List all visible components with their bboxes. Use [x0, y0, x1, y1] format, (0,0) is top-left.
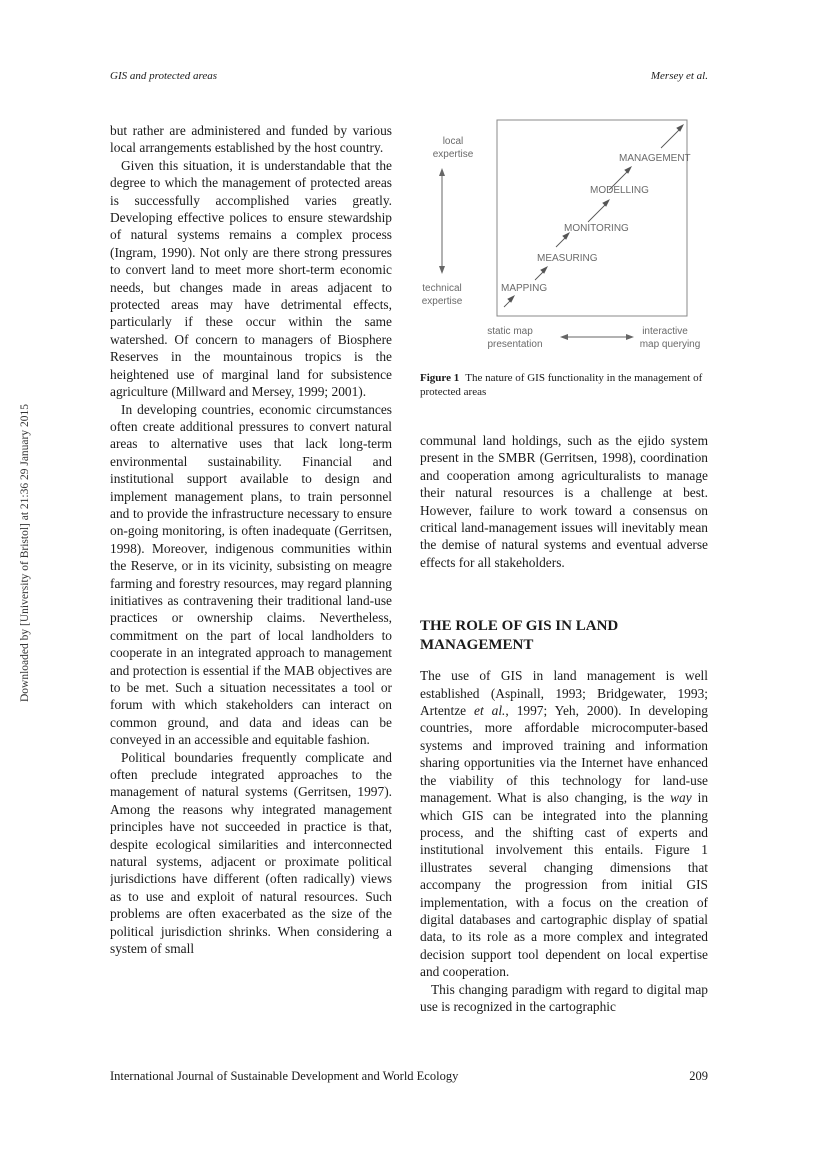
figure-caption-label: Figure 1: [420, 372, 460, 384]
y-axis-bottom-label-2: expertise: [421, 296, 463, 307]
y-axis-bottom-label-1: technical: [422, 283, 462, 294]
body-paragraph: but rather are administered and funded by various local arrangements established by the host country.: [110, 123, 392, 156]
body-paragraph: communal land holdings, such as the ejido system present in the SMBR (Gerritsen, 1998), coordination and cooperation among agriculturalists to manage their natural resources is a challenge at best. However, failure to work toward a consensus on critical land-management issues will inevitably mean the demise of natural systems and eventual adverse effects for all stakeholders.: [420, 433, 708, 570]
text-run-italic: et al.: [474, 703, 506, 719]
x-axis-left-label-2: presentation: [487, 339, 543, 350]
stage-management: MANAGEMENT: [619, 153, 691, 164]
gis-functionality-diagram: [395, 116, 713, 356]
body-paragraph: In developing countries, economic circumstances often create additional pressures to convert natural areas to alternative uses that lack long-term environmental sustainability. Financial and institutional support available to design and implement management plans, to train personnel and to provide the infrastructure necessary to ensure on-going monitoring, is often inadequate (Gerritsen, 1998). Moreover, indigenous communities within the Reserve, or in its vicinity, subsisting on meagre farming and forestry resources, may regard planning initiatives as contravening their traditional land-use practices or ownership claims. Nevertheless, commitment on the part of local landholders to cooperate in an integrated approach to management and protection is essential if the MAB objectives are to be met. Such a situation necessitates a tool or forum with which stakeholders can interact on common ground, and data and ideas can be conveyed in an accessible and equitable fashion.: [110, 401, 392, 748]
text-run: , 1997; Yeh, 2000). In developing countries, more affordable microcomputer-based systems and improved training and information sharing opportunities via the Internet have enhanced the viability of this technology for land-use management. What is also changing, is the: [420, 703, 708, 806]
y-axis-top-label-1: local: [442, 136, 464, 147]
figure-1: [395, 116, 713, 356]
body-paragraph: [420, 667, 708, 980]
running-header-title: GIS and protected areas: [110, 70, 218, 82]
section-heading: THE ROLE OF GIS IN LAND MANAGEMENT: [420, 618, 619, 654]
figure-caption-text: The nature of GIS functionality in the management of protected areas: [420, 372, 703, 398]
text-run: The use of GIS in land management is well established (Aspinall, 1993; Bridgewater, 1993; Artentze: [420, 668, 708, 719]
footer-page-number: 209: [689, 1069, 708, 1083]
arrow-left-icon: [560, 334, 568, 340]
text-run-italic: way: [670, 790, 692, 806]
arrow-down-icon: [439, 266, 445, 274]
x-axis-right-label-1: interactive: [642, 326, 688, 337]
stage-measuring: MEASURING: [537, 253, 598, 264]
text-run: in which GIS can be integrated into the planning process, and the shifting cast of experts and institutional involvement this entails. Figure 1 illustrates several changing dimensions that accompany the progression from initial GIS implementation, with a focus on the creation of digital databases and cartographic display of spatial data, to its role as a more complex and integrated decision support tool dependent on local expertise and cooperation.: [420, 790, 708, 980]
stage-monitoring: MONITORING: [564, 223, 629, 234]
download-watermark: [4, 404, 31, 706]
right-text-column: [420, 432, 708, 1037]
progress-arrow-4: [588, 203, 607, 222]
download-watermark-text: Downloaded by [University of Bristol] at 21:36 29 January 2015: [19, 404, 31, 702]
x-axis-right-label-2: map querying: [639, 339, 701, 350]
body-paragraph: Given this situation, it is understandable that the degree to which the management of protected areas is successfully accomplished varies greatly. Developing effective polices to ensure stewardship of natural systems remains a complex process (Ingram, 1990). Not only are there strong pressures to convert land to meet more short-term economic needs, but changes made in areas adjacent to protected areas may have detrimental effects, particularly if these occur within the same watershed. Of concern to managers of Biosphere Reserves in the mountainous tropics is the heightened use of marginal land for subsistence agriculture (Millward and Mersey, 1999; 2001).: [110, 157, 392, 400]
stage-modelling: MODELLING: [590, 185, 649, 196]
x-axis-left-label-1: static map: [487, 326, 533, 337]
running-header-authors: Mersey et al.: [650, 70, 708, 82]
left-text-column: [110, 122, 392, 1037]
body-paragraph: This changing paradigm with regard to digital map use is recognized in the cartographic: [420, 981, 708, 1014]
body-paragraph: Political boundaries frequently complicate and often preclude integrated approaches to the management of natural systems (Gerritsen, 1997). Among the reasons why integrated management principles have not succeeded in practice is that, despite ecological similarities and interconnected natural systems, adjacent or proximate political jurisdictions have different (often radically) views as to use and exploit of natural resources. Such problems are often exacerbated as the size of the political jurisdiction shrinks. When considering a system of small: [110, 749, 392, 957]
figure-caption: [420, 371, 710, 399]
arrow-right-icon: [626, 334, 634, 340]
stage-mapping: MAPPING: [501, 283, 548, 294]
arrow-up-icon: [439, 168, 445, 176]
progress-arrow-6: [661, 128, 681, 148]
footer-journal-name: International Journal of Sustainable Development and World Ecology: [110, 1069, 459, 1083]
y-axis-top-label-2: expertise: [432, 149, 474, 160]
